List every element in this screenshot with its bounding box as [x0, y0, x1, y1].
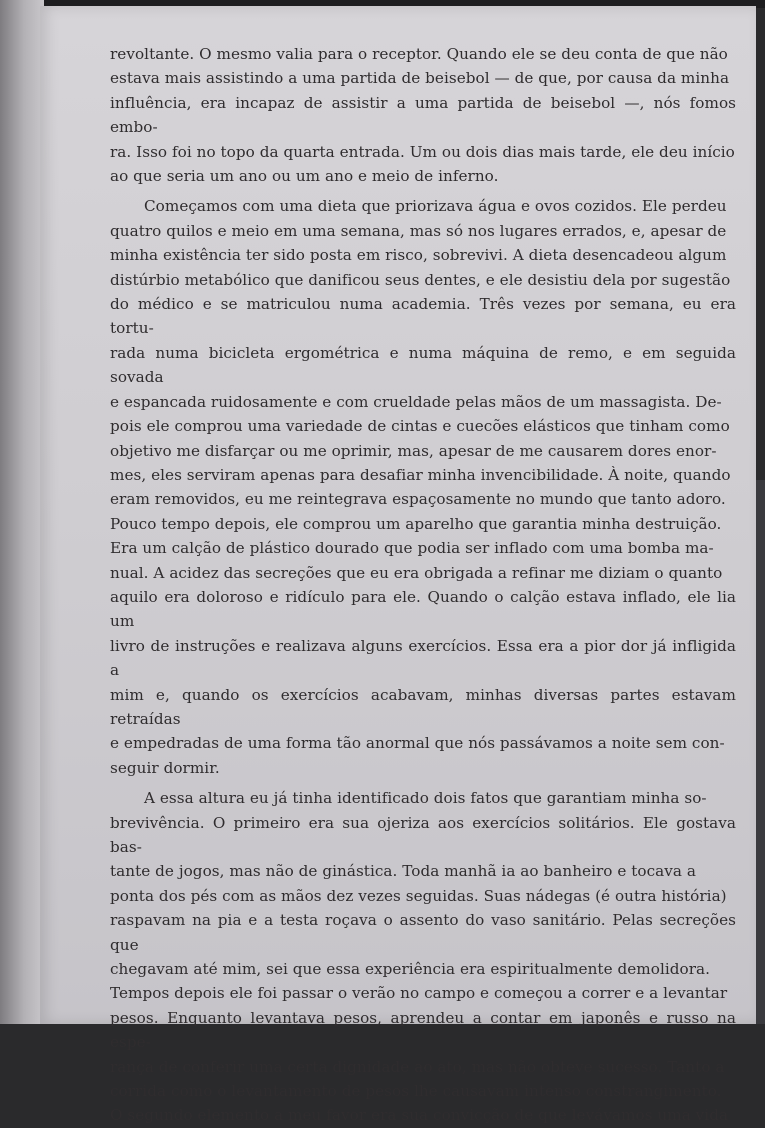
text-line: aquilo era doloroso e ridículo para ele. Quando o calção estava inflado, ele lia um	[110, 587, 736, 631]
text-line: brevivência. O primeiro era sua ojeriza aos exercícios solitários. Ele gostava bas-	[110, 813, 736, 856]
text-line: pois ele comprou uma variedade de cintas e cuecões elásticos que tinham como	[110, 417, 730, 436]
text-line: raspavam na pia e a testa roçava o assento do vaso sanitário. Pelas secreções que	[110, 911, 736, 954]
text-line: influência, era incapaz de assistir a uma partida de beisebol —, nós fomos embo-	[110, 93, 736, 137]
text-line: rança de conferir uma certa dignidade ao ato, mas não obteve sucesso. Tanto a	[110, 1057, 725, 1076]
text-line: Tempos depois ele foi passar o verão no campo e começou a correr e a levantar	[110, 984, 728, 1003]
text-line: seguir dormir.	[110, 758, 220, 777]
book-spine-shadow	[0, 0, 44, 1024]
text-line: livro de instruções e realizava alguns exercícios. Essa era a pior dor já infligida a	[110, 636, 736, 680]
text-line: objetivo me disfarçar ou me oprimir, mas, apesar de me causarem dores enor-	[110, 441, 717, 460]
text-line: ra. Isso foi no topo da quarta entrada. Um ou dois dias mais tarde, ele deu início	[110, 142, 735, 161]
page-text	[110, 42, 736, 1128]
text-line: nual. A acidez das secreções que eu era obrigada a refinar me diziam o quanto	[110, 563, 723, 582]
text-line: distúrbio metabólico que danificou seus dentes, e ele desistiu dela por sugestão	[110, 270, 731, 289]
text-line: Pouco tempo depois, ele comprou um aparelho que garantia minha destruição.	[110, 514, 722, 533]
text-line: rada numa bicicleta ergométrica e numa máquina de remo, e em seguida sovada	[110, 343, 736, 387]
text-line: mim e, quando os exercícios acabavam, minhas diversas partes estavam retraídas	[110, 685, 736, 728]
text-line: O segundo elemento a meu favor era sua convicção de que levávamos uma vida	[110, 1106, 729, 1125]
text-line: revoltante. O mesmo valia para o receptor. Quando ele se deu conta de que não	[110, 45, 728, 63]
paragraph-1	[110, 42, 736, 188]
text-line: do médico e se matriculou numa academia. Três vezes por semana, eu era tortu-	[110, 295, 736, 338]
text-line: estava mais assistindo a uma partida de beisebol — de que, por causa da minha	[110, 69, 730, 88]
text-line: quatro quilos e meio em uma semana, mas só nos lugares errados, e, apesar de	[110, 221, 727, 240]
text-line: e espancada ruidosamente e com crueldade pelas mãos de um massagista. De-	[110, 392, 722, 411]
text-line: pesos. Enquanto levantava pesos, aprendeu a contar em japonês e russo na espe-	[110, 1008, 736, 1052]
text-line: minha existência ter sido posta em risco, sobrevivi. A dieta desencadeou algum	[110, 246, 727, 265]
paragraph-3	[110, 786, 736, 1128]
text-line: e empedradas de uma forma tão anormal que nós passávamos a noite sem con-	[110, 734, 725, 753]
text-line: eram removidos, eu me reintegrava espaçosamente no mundo que tanto adoro.	[110, 490, 726, 509]
text-line: chegavam até mim, sei que essa experiência era espiritualmente demolidora.	[110, 960, 711, 979]
text-line: ao que seria um ano ou um ano e meio de inferno.	[110, 167, 499, 186]
text-line: mes, eles serviram apenas para desafiar minha invencibilidade. À noite, quando	[110, 465, 731, 484]
book-page	[40, 6, 756, 1125]
paragraph-2	[110, 194, 736, 780]
text-line: Começamos com uma dieta que priorizava água e ovos cozidos. Ele perdeu	[144, 197, 727, 216]
text-line: corrida como o levantamento de pesos lhe causavam intenso constrangimento.	[110, 1082, 722, 1101]
text-line: ponta dos pés com as mãos dez vezes seguidas. Suas nádegas (é outra história)	[110, 886, 727, 905]
text-line: Era um calção de plástico dourado que podia ser inflado com uma bomba ma-	[110, 539, 714, 558]
text-line: tante de jogos, mas não de ginástica. Toda manhã ia ao banheiro e tocava a	[110, 862, 696, 881]
text-line: A essa altura eu já tinha identificado dois fatos que garantiam minha so-	[144, 789, 707, 808]
